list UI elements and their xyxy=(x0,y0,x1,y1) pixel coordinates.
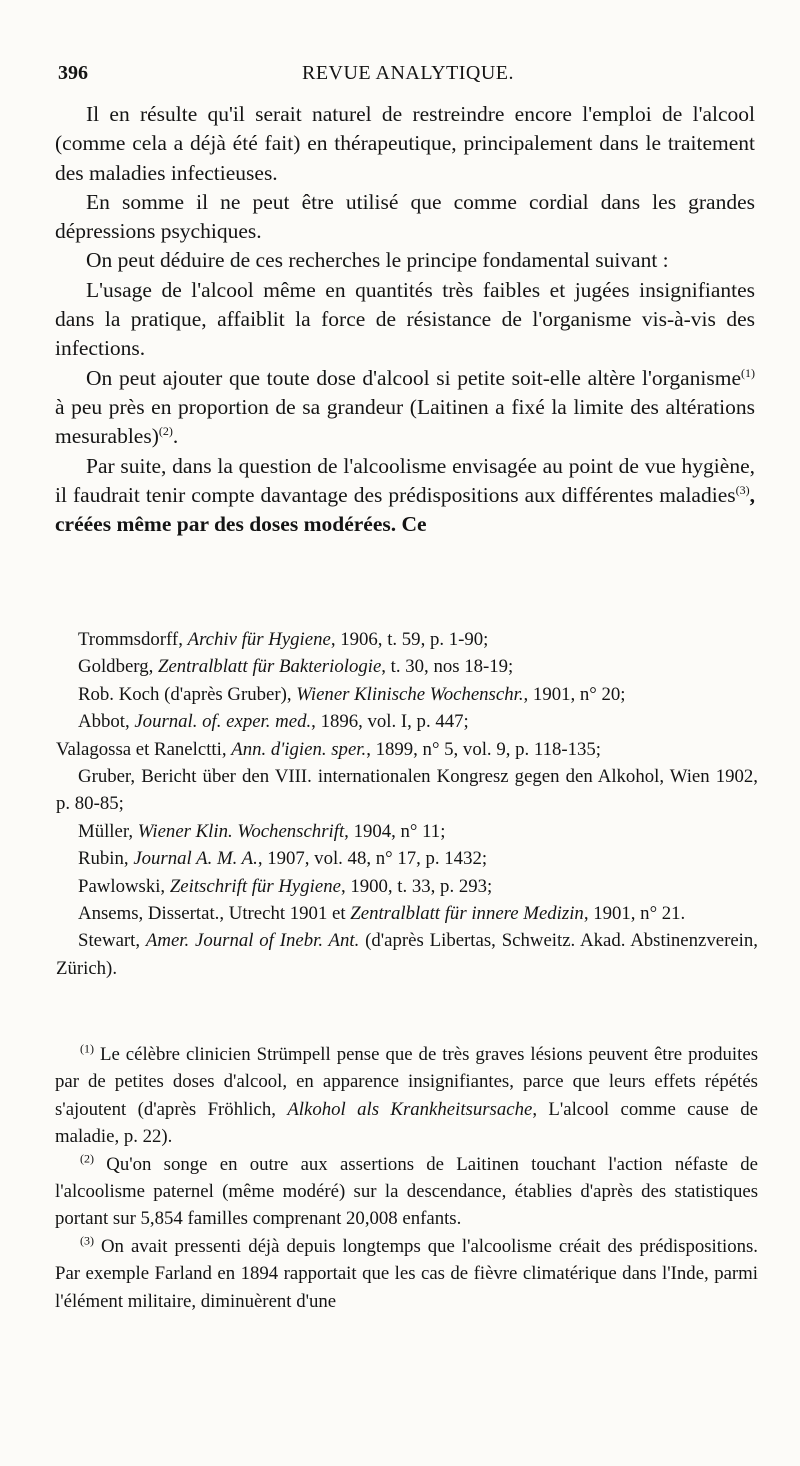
footnote xyxy=(55,1041,758,1151)
footnote xyxy=(55,1151,758,1233)
reference xyxy=(78,845,758,872)
ref-author: Trommsdorff, xyxy=(78,629,188,650)
footnote-text: Qu'on songe en outre aux assertions de Laitinen touchant l'action néfaste de l'alcoolisme paternel (même modéré) sur la descendance, établies d'après des statistiques portant sur 5,854 familles comprenant 20,008 enfants. xyxy=(55,1153,758,1230)
ref-details: , t. 30, nos 18-19; xyxy=(381,656,514,678)
page-header xyxy=(58,62,758,90)
paragraph xyxy=(55,452,755,540)
ref-title: Zentralblatt für Bakteriologie xyxy=(158,656,382,678)
ref-title: Journal. of. exper. med. xyxy=(134,711,312,733)
footnote-text: On avait pressenti déjà depuis longtemps que l'alcoolisme créait des prédispositions. Par exemple Farland en 1894 rapportait que les cas de fièvre climatérique dans l'Inde, parmi l'élément militaire, diminuèrent d'une xyxy=(55,1235,758,1312)
running-title: REVUE ANALYTIQUE. xyxy=(301,62,515,84)
reference xyxy=(78,708,758,735)
paragraph: L'usage de l'alcool même en quantités très faibles et jugées insignifiantes dans la pratique, affaiblit la force de résistance de l'organisme vis-à-vis des infections. xyxy=(55,277,755,361)
footnote-text: Le célèbre clinicien Strümpell pense que de très graves lésions peuvent être produites par de petites doses d'alcool, en apparence insignifiantes, parce que leurs effets répétés s'ajoutent (d'après Fröhlich, xyxy=(55,1044,758,1120)
ref-author: Valagossa et Ranelctti, xyxy=(56,738,232,760)
footnotes xyxy=(55,1041,758,1315)
ref-details: , 1896, vol. I, p. 447; xyxy=(311,711,469,733)
ref-title: Wiener Klin. Wochenschrift xyxy=(137,820,345,842)
footnote xyxy=(55,1233,758,1315)
reference xyxy=(78,653,758,680)
paragraph xyxy=(55,364,755,452)
ref-title: Zeitschrift für Hygiene xyxy=(169,875,341,897)
ref-title: Wiener Klinische Wochenschr. xyxy=(296,683,524,705)
footnote-mark: (2) xyxy=(80,1151,94,1166)
paragraph-text: . xyxy=(172,424,179,449)
reference xyxy=(56,736,758,763)
footnote-ref: (2) xyxy=(158,424,173,439)
ref-author: Müller, xyxy=(78,820,138,842)
footnote-ref: (3) xyxy=(735,482,750,497)
ref-details: (d'après Libertas, Schweitz. Akad. Abstinenzverein, Zürich). xyxy=(56,930,758,979)
paragraph-text: , créées même par des doses modérées. Ce xyxy=(55,482,755,537)
ref-author: Pawlowski, xyxy=(78,875,170,897)
reference-list xyxy=(56,626,758,982)
ref-title: Journal A. M. A. xyxy=(133,848,258,870)
footnote-mark: (3) xyxy=(80,1233,94,1248)
ref-title: Zentralblatt für innere Medizin xyxy=(350,903,584,925)
footnote-mark: (1) xyxy=(80,1041,94,1056)
reference xyxy=(78,818,758,845)
ref-author: Stewart, xyxy=(78,930,146,952)
paragraph: On peut déduire de ces recherches le principe fondamental suivant : xyxy=(86,248,669,273)
ref-author: Gruber, Bericht über den VIII. internationalen Kongresz gegen den Alkohol, Wien 1902, p. 80-85; xyxy=(56,766,758,815)
reference xyxy=(56,763,758,818)
reference xyxy=(78,626,758,653)
ref-author: Goldberg, xyxy=(78,656,158,678)
ref-title: Ann. d'igien. sper. xyxy=(231,738,367,760)
reference xyxy=(56,927,758,982)
ref-author: Rob. Koch (d'après Gruber), xyxy=(78,683,297,705)
ref-details: , 1901, n° 21. xyxy=(583,903,686,925)
paragraph-text: à peu près en proportion de sa grandeur (Laitinen a fixé la limite des altérations mesurables) xyxy=(55,394,755,449)
page-number: 396 xyxy=(58,62,88,84)
ref-details: , 1899, n° 5, vol. 9, p. 118-135; xyxy=(366,738,601,760)
footnote-text: , L'alcool comme cause de maladie, p. 22). xyxy=(55,1098,758,1148)
paragraph-text: Par suite, dans la question de l'alcoolisme envisagée au point de vue hygiène, il faudrait tenir compte davantage des prédispositions aux différentes maladies xyxy=(55,453,755,507)
footnote-italic: Alkohol als Krankheitsursache xyxy=(287,1098,533,1120)
reference xyxy=(56,900,758,927)
main-text xyxy=(55,100,755,539)
ref-title: Amer. Journal of Inebr. Ant. xyxy=(145,930,360,952)
footnote-ref: (1) xyxy=(741,365,755,380)
ref-author: Abbot, xyxy=(78,711,135,733)
ref-title: Archiv für Hygiene xyxy=(187,629,331,650)
ref-details: , 1904, n° 11; xyxy=(344,820,446,842)
reference xyxy=(78,873,758,900)
ref-author: Ansems, Dissertat., Utrecht 1901 et xyxy=(78,903,351,925)
reference xyxy=(78,681,758,708)
ref-author: Rubin, xyxy=(78,848,134,870)
paragraph-text: On peut ajouter que toute dose d'alcool si petite soit-elle altère l'organisme xyxy=(86,365,741,390)
paragraph: Il en résulte qu'il serait naturel de restreindre encore l'emploi de l'alcool (comme cela a déjà été fait) en thérapeutique, principalement dans le traitement des maladies infectieuses. xyxy=(55,102,755,185)
ref-details: , 1901, n° 20; xyxy=(523,683,626,705)
ref-details: , 1900, t. 33, p. 293; xyxy=(340,875,493,897)
ref-details: , 1906, t. 59, p. 1-90; xyxy=(330,629,489,650)
paragraph: En somme il ne peut être utilisé que comme cordial dans les grandes dépressions psychiques. xyxy=(55,189,755,244)
ref-details: , 1907, vol. 48, n° 17, p. 1432; xyxy=(257,848,488,870)
